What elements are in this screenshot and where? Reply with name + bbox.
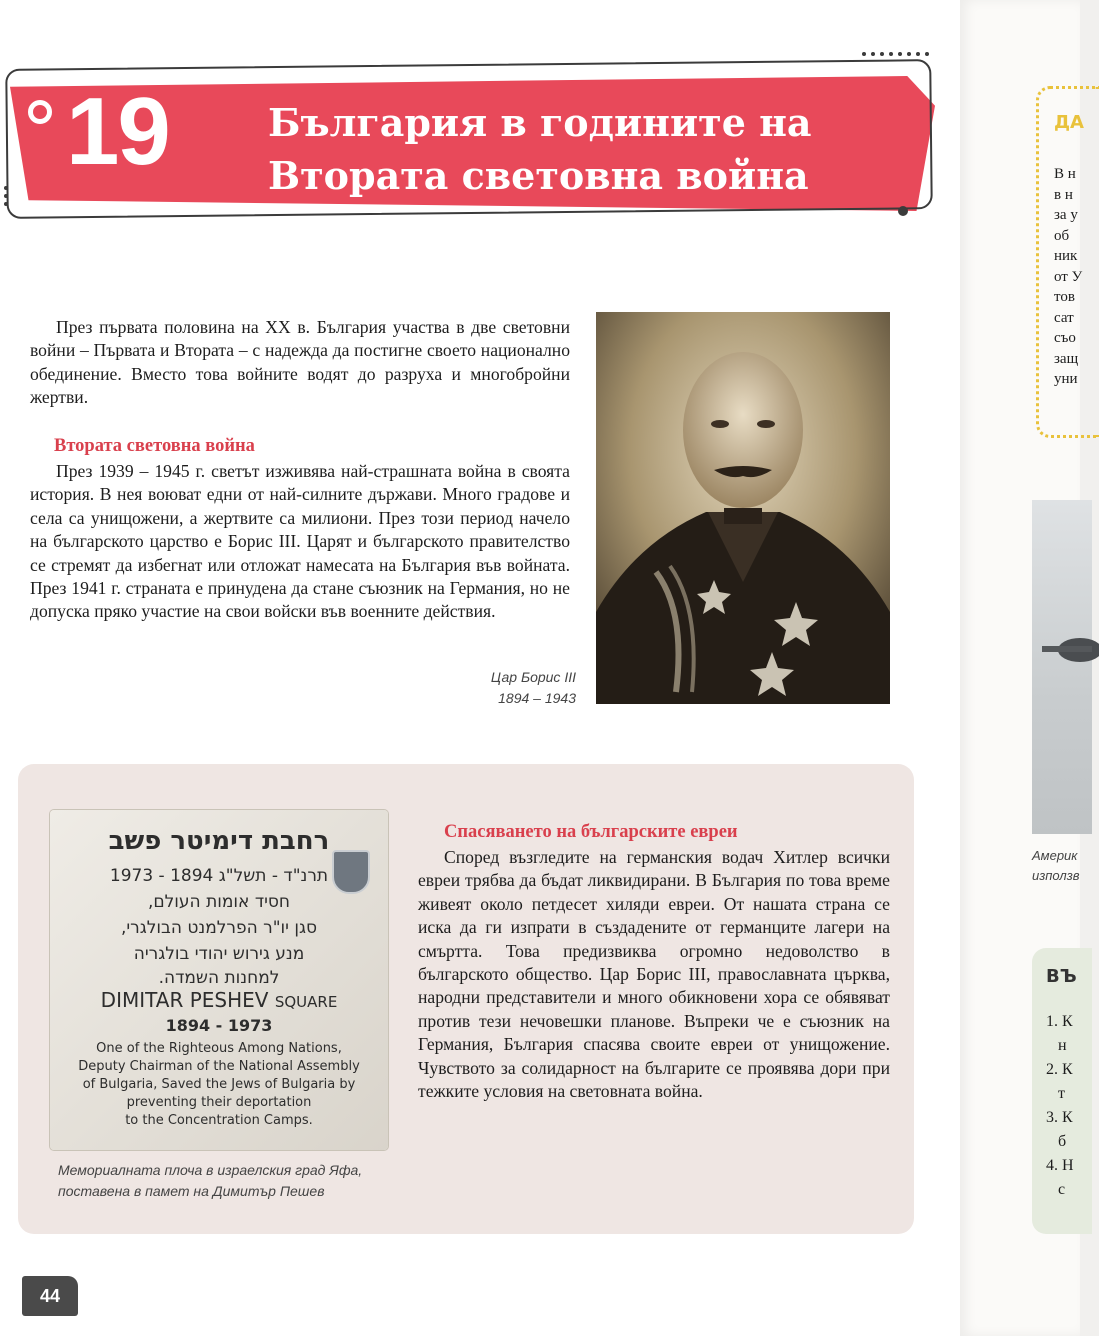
right-box-title: ДА xyxy=(1054,112,1084,133)
right-box-line: в н xyxy=(1054,186,1073,203)
tsar-boris-portrait xyxy=(596,312,890,704)
plaque-english-line: Deputy Chairman of the National Assembly xyxy=(78,1059,360,1074)
portrait-caption xyxy=(470,667,576,709)
questions-title: ВЪ xyxy=(1046,966,1077,987)
plaque-hebrew-title: רחבת דימיטר פשב xyxy=(108,826,330,856)
portrait-illustration xyxy=(596,312,890,704)
decorative-dots-top xyxy=(862,52,929,56)
plaque-caption-line2: поставена в памет на Димитър Пешев xyxy=(58,1183,325,1199)
lesson-banner xyxy=(0,56,940,226)
plaque-caption-line1: Мемориалната плоча в израелския град Яфа, xyxy=(58,1162,363,1178)
plaque-name-row xyxy=(50,988,388,1012)
ww2-text: През 1939 – 1945 г. светът изживява най-страшната война в своята история. В нея воюват едни от най-силните държави. Много градове и села са унищожени, а жертвите са милиони. През този период начело на българското царство е Борис III. Царят и българското правителство се стремят да избегнат или отложат намесата на България във войната. През 1941 г. страната е принудена да стане съюзник на Германия, но не допуска пряко участие на свои войски във военните действия. xyxy=(30,461,570,622)
decorative-dot xyxy=(898,206,908,216)
intro-paragraph xyxy=(30,316,570,410)
right-box-line: ник xyxy=(1054,248,1078,264)
plaque-english-line: preventing their deportation xyxy=(126,1095,312,1110)
right-box-line: В н xyxy=(1054,166,1076,182)
plaque-hebrew-line: למחנות השמדה. xyxy=(158,968,280,988)
plaque-english-line: to the Concentration Camps. xyxy=(125,1113,313,1128)
right-photo-caption-line: Америк xyxy=(1032,848,1078,863)
question-item: н xyxy=(1058,1037,1067,1054)
jews-heading: Спасяването на българските евреи xyxy=(444,822,738,842)
emblem-icon xyxy=(332,850,370,894)
plaque-hebrew-line: מנע גירוש יהודי בולגריה xyxy=(133,944,305,964)
lesson-title xyxy=(268,96,908,202)
right-box-line: сат xyxy=(1054,309,1074,326)
question-item: 4. Н xyxy=(1046,1157,1074,1174)
question-item: 2. К xyxy=(1046,1061,1073,1078)
decorative-dots-left xyxy=(4,186,8,206)
degree-circle-icon xyxy=(28,100,52,124)
plaque-hebrew-line: חסיד אומות העולם, xyxy=(147,892,291,912)
right-photo-airplane xyxy=(1032,500,1092,834)
right-box-line: за у xyxy=(1054,207,1078,223)
right-box-line: уни xyxy=(1054,371,1078,387)
jews-text: Според възгледите на германския водач Хитлер всички евреи трябва да бъдат ликвидирани. В България по това време живеят около петдесет хиляди евреи. От нашата страна се иска да ги изпрати в създадените от германците лагери на смъртта. Това предизвиква огромно недоволство в българското общество. Цар Борис III, православната църква, народни представители и много обикновени хора се обявяват против тези нечовешки планове. Въпреки че е съюзник на Германия, България спасява своите евреи от унищожение. Чувството за солидарност на българите се проявява дори при тежките условия на световната война. xyxy=(418,847,890,1102)
right-box-line: защ xyxy=(1054,350,1079,367)
question-item: т xyxy=(1058,1085,1065,1102)
right-box-line: от У xyxy=(1054,268,1083,285)
plaque-caption xyxy=(58,1160,378,1202)
question-item: 3. К xyxy=(1046,1109,1073,1126)
plaque-name-suffix: SQUARE xyxy=(274,993,338,1011)
plaque-english-line: One of the Righteous Among Nations, xyxy=(96,1041,342,1056)
lesson-number: 19 xyxy=(66,78,169,185)
right-box-text xyxy=(1054,164,1084,390)
question-item: 1. К xyxy=(1046,1013,1073,1030)
lesson-title-line1: България в годините на xyxy=(268,100,812,145)
plaque-hebrew-line: סגן יו"ר הפרלמנט הבולגרי, xyxy=(120,918,318,938)
airplane-icon xyxy=(1032,500,1092,834)
right-box-line: съо xyxy=(1054,330,1076,346)
intro-text: През първата половина на XX в. България участва в две световни войни – Първата и Втората – с надежда да постигне своето национално обединение. Вместо това войните водят до разруха и многобройни жертви. xyxy=(30,317,570,408)
portrait-caption-name: Цар Борис III xyxy=(490,669,576,685)
right-photo-caption-line: използв xyxy=(1032,868,1080,883)
plaque-english-text xyxy=(50,1040,388,1130)
ww2-paragraph xyxy=(30,460,570,624)
memorial-plaque xyxy=(50,810,388,1150)
plaque-english-line: of Bulgaria, Saved the Jews of Bulgaria by xyxy=(82,1077,356,1092)
plaque-name: DIMITAR PESHEV xyxy=(100,988,269,1012)
question-item: б xyxy=(1058,1133,1067,1150)
page-number: 44 xyxy=(22,1276,78,1316)
jews-paragraph xyxy=(418,846,890,1103)
plaque-years: 1894 - 1973 xyxy=(165,1016,273,1035)
right-box-line: об xyxy=(1054,227,1070,244)
question-item: с xyxy=(1058,1181,1066,1198)
plaque-hebrew-line: תרנ"ד - תשל"ג 1894 - 1973 xyxy=(109,866,329,886)
lesson-title-line2: Втората световна война xyxy=(268,153,809,198)
ww2-heading: Втората световна война xyxy=(54,436,255,456)
right-photo-caption xyxy=(1032,846,1092,886)
questions-list xyxy=(1046,1010,1086,1202)
right-box-line: тов xyxy=(1054,289,1075,305)
portrait-caption-years: 1894 – 1943 xyxy=(498,690,576,706)
